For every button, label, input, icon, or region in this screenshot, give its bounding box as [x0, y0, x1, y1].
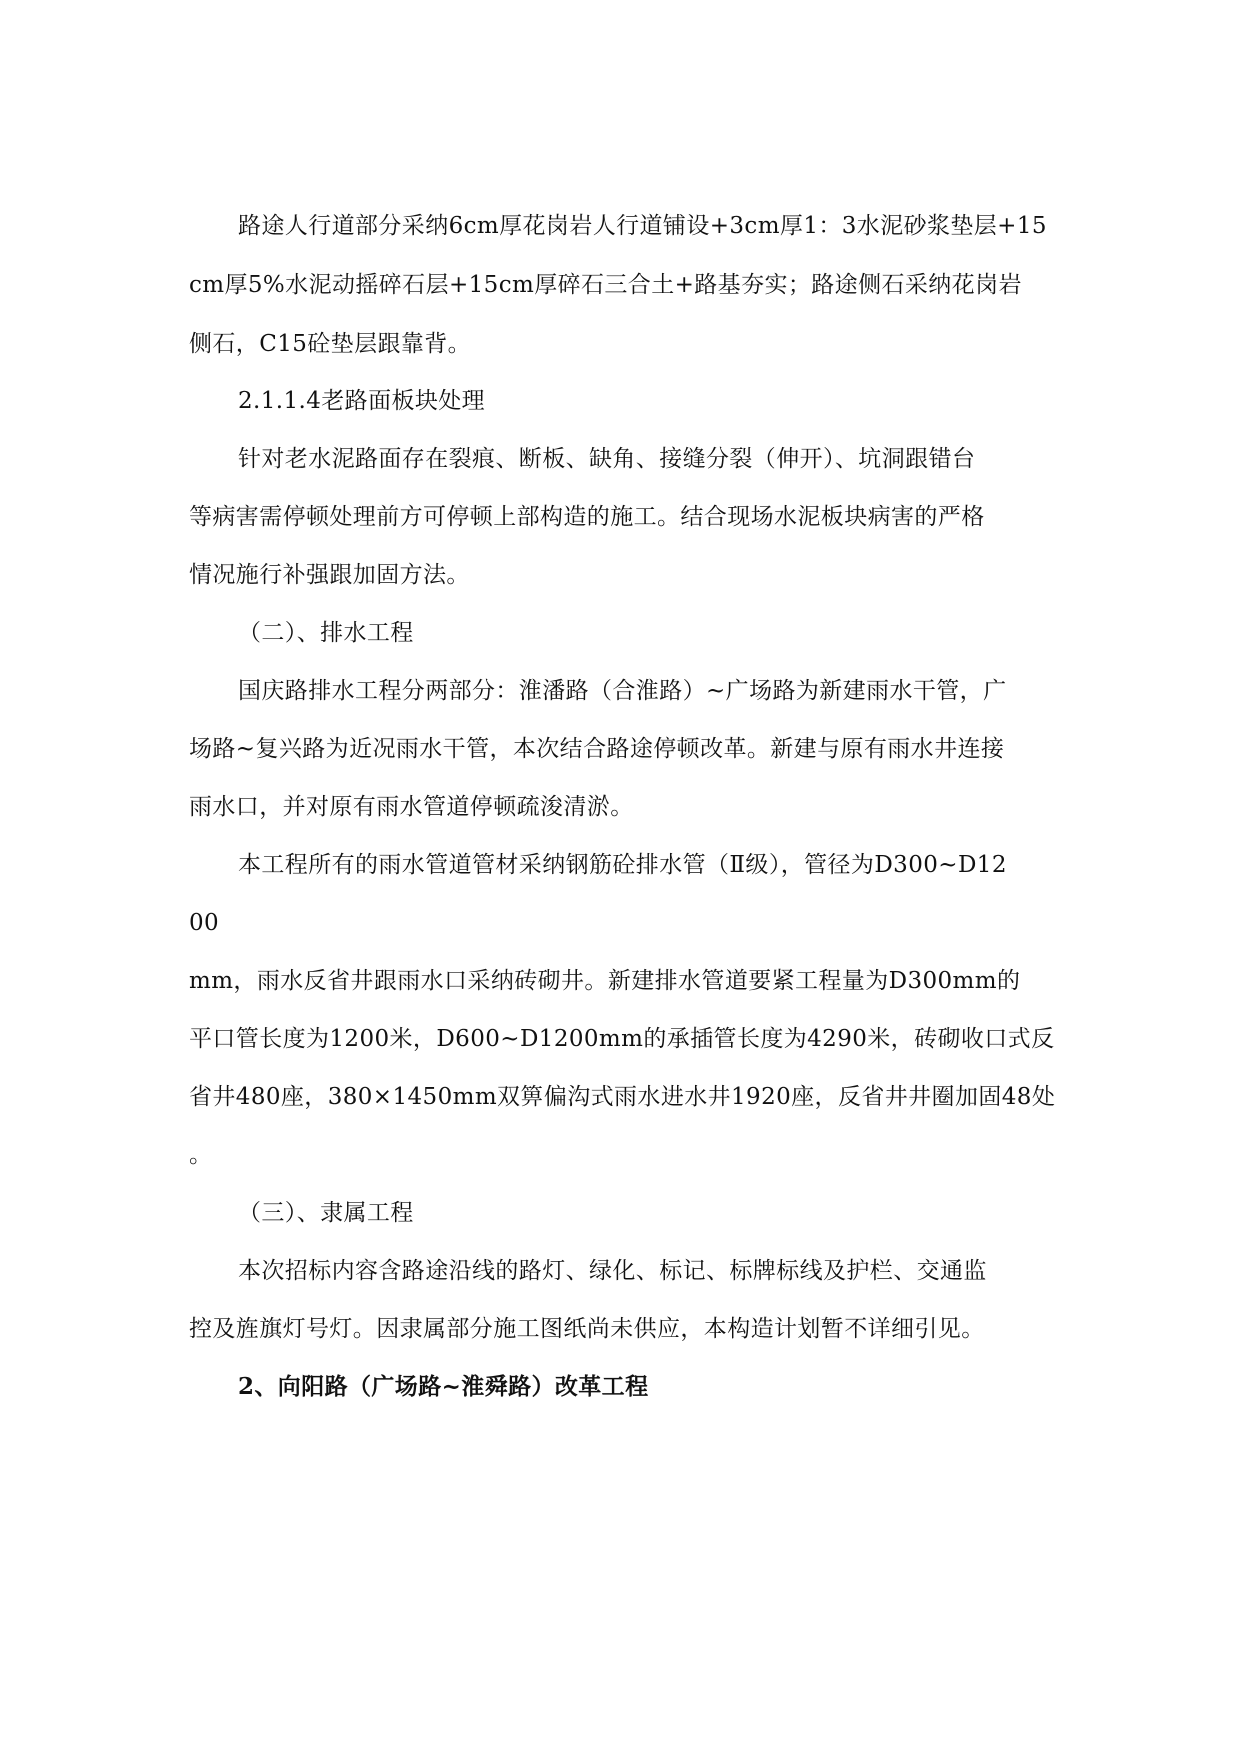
text-line: 雨水口，并对原有雨水管道停顿疏浚清淤。 [189, 794, 634, 820]
text-line: 00 [189, 910, 220, 936]
text-line: 路途人行道部分采纳6cm厚花岗岩人行道铺设+3cm厚1：3水泥砂浆垫层+15 [238, 213, 1047, 239]
section-heading: （三）、隶属工程 [238, 1200, 414, 1226]
text-line: 等病害需停顿处理前方可停顿上部构造的施工。结合现场水泥板块病害的严格 [189, 504, 985, 530]
text-line: 本次招标内容含路途沿线的路灯、绿化、标记、标牌标线及护栏、交通监 [238, 1258, 987, 1284]
text-line: 平口管长度为1200米，D600~D1200mm的承插管长度为4290米，砖砌收口式反 [189, 1026, 1055, 1052]
text-line: 省井480座，380×1450mm双箅偏沟式雨水进水井1920座，反省井井圈加固48处 [189, 1084, 1056, 1110]
text-line: 侧石，C15砼垫层跟靠背。 [189, 331, 472, 357]
text-line: 场路~复兴路为近况雨水干管，本次结合路途停顿改革。新建与原有雨水井连接 [189, 736, 1005, 762]
text-line: cm厚5%水泥动摇碎石层+15cm厚碎石三合土+路基夯实；路途侧石采纳花岗岩 [189, 272, 1022, 298]
text-line: 本工程所有的雨水管道管材采纳钢筋砼排水管（Ⅱ级），管径为D300~D12 [238, 852, 1007, 878]
section-heading: 2.1.1.4老路面板块处理 [238, 388, 486, 414]
text-line: 情况施行补强跟加固方法。 [189, 562, 470, 588]
text-line: 控及旌旗灯号灯。因隶属部分施工图纸尚未供应，本构造计划暂不详细引见。 [189, 1316, 985, 1342]
text-line: 针对老水泥路面存在裂痕、断板、缺角、接缝分裂（伸开）、坑洞跟错台 [238, 446, 976, 472]
section-heading: （二）、排水工程 [238, 620, 414, 646]
text-line: mm，雨水反省井跟雨水口采纳砖砌井。新建排水管道要紧工程量为D300mm的 [189, 968, 1021, 994]
text-line: 。 [189, 1142, 213, 1168]
text-line: 国庆路排水工程分两部分：淮潘路（合淮路）~广场路为新建雨水干管，广 [238, 678, 1007, 704]
chapter-heading: 2、向阳路（广场路~淮舜路）改革工程 [238, 1373, 649, 1400]
